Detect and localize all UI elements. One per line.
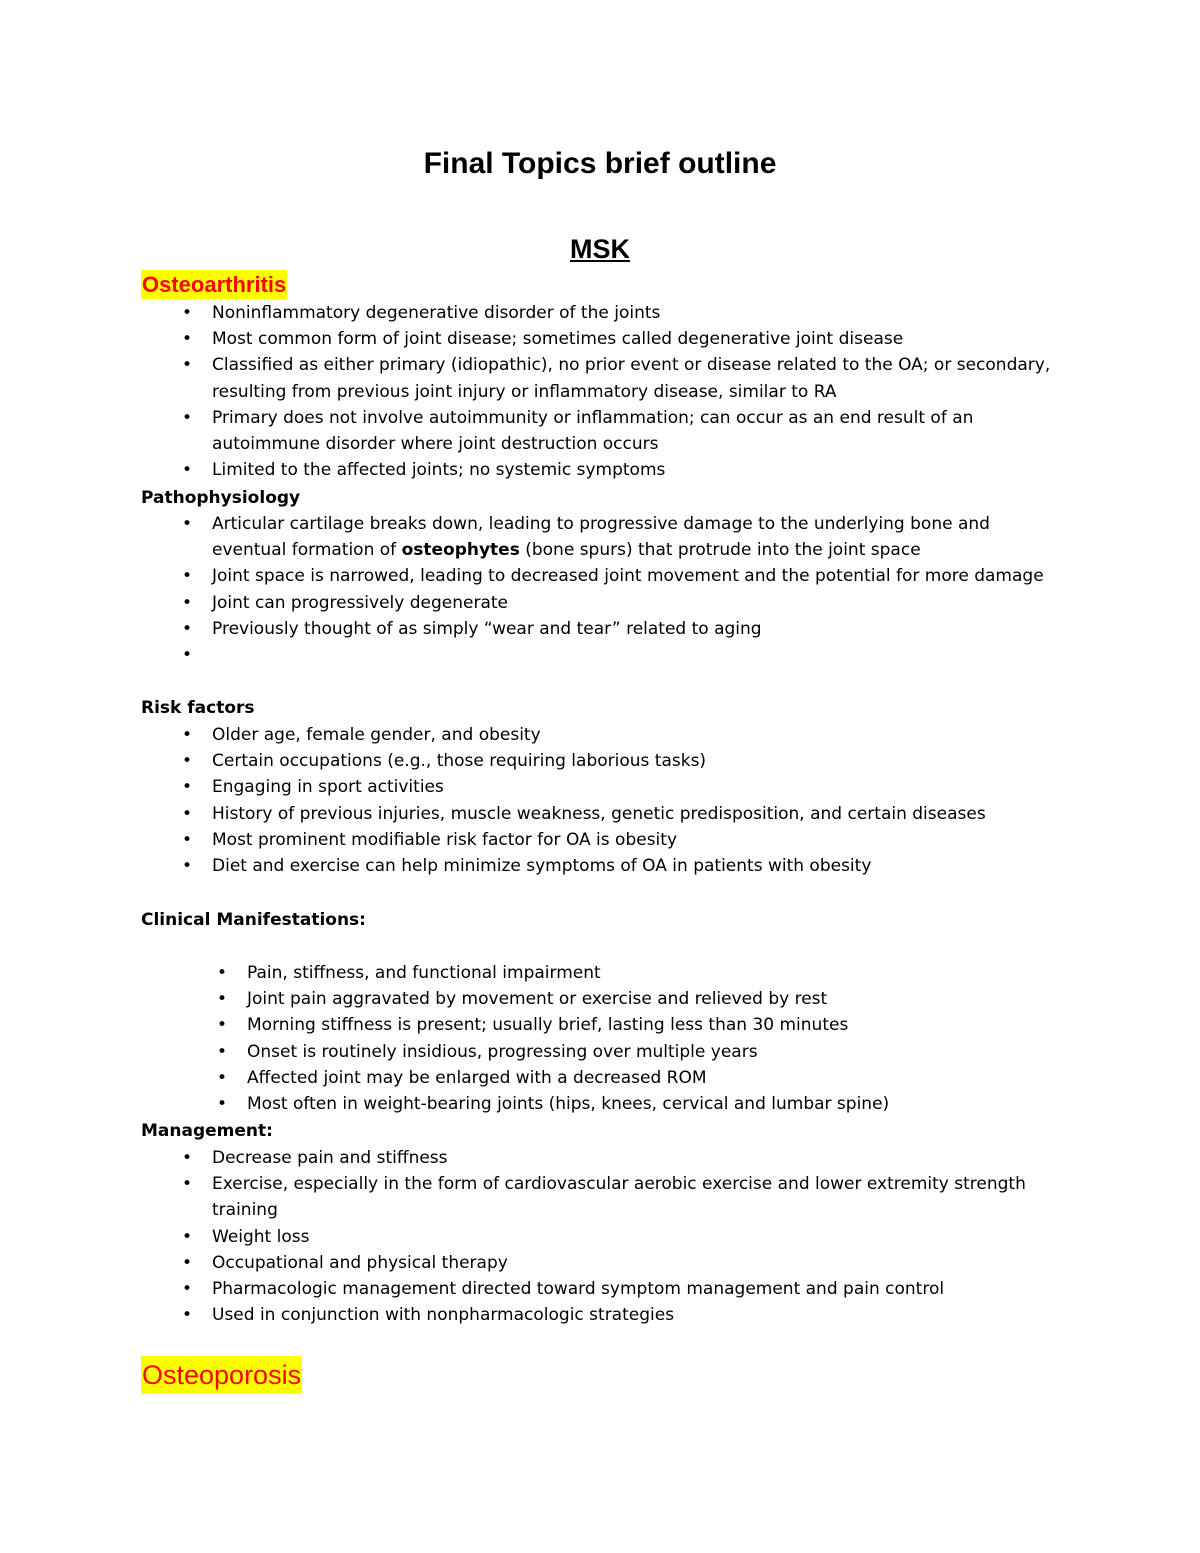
bullet-icon: • (181, 777, 193, 798)
bullet-icon: • (181, 1226, 193, 1247)
bullet-icon: • (181, 725, 193, 745)
list-item: • Onset is routinely insidious, progressing over multiple years (247, 1039, 1067, 1065)
bullet-icon: • (181, 856, 193, 877)
clinical-manifestations-list (216, 960, 1067, 1117)
list-item: • Joint can progressively degenerate (212, 590, 1062, 616)
pathophysiology-heading: Pathophysiology (141, 488, 301, 508)
bullet-icon: • (181, 460, 193, 481)
list-item: • Pain, stiffness, and functional impairment (247, 960, 1067, 986)
management-heading: Management: (141, 1121, 273, 1141)
risk-factors-list (181, 722, 1062, 879)
list-item: • Most common form of joint disease; sometimes called degenerative joint disease (212, 326, 1062, 352)
list-item: • Weight loss (212, 1224, 1062, 1250)
bullet-icon: • (216, 989, 228, 1010)
bullet-icon: • (181, 355, 193, 376)
list-item: • Articular cartilage breaks down, leading to progressive damage to the underlying bone and eventual formation of osteophytes (bone spurs) that protrude into the joint space (212, 511, 1062, 563)
bullet-icon: • (181, 829, 193, 850)
management-list (181, 1145, 1062, 1328)
list-item: • Engaging in sport activities (212, 774, 1062, 800)
topic-heading-osteoporosis: Osteoporosis (141, 1356, 302, 1394)
bullet-icon: • (181, 1148, 193, 1168)
list-item: • Joint space is narrowed, leading to decreased joint movement and the potential for more damage (212, 563, 1062, 589)
list-item: • Used in conjunction with nonpharmacologic strategies (212, 1302, 1062, 1328)
list-item: • History of previous injuries, muscle weakness, genetic predisposition, and certain diseases (212, 801, 1062, 827)
bullet-icon: • (216, 1094, 228, 1115)
bullet-icon: • (181, 514, 193, 534)
section-heading-msk: MSK (570, 234, 630, 264)
topic-heading-osteoarthritis: Osteoarthritis (142, 272, 287, 297)
list-item-empty (181, 642, 1062, 668)
bullet-icon: • (216, 1041, 228, 1062)
bullet-icon: • (181, 803, 193, 824)
list-item: • Certain occupations (e.g., those requiring laborious tasks) (212, 748, 1062, 774)
list-item: • Occupational and physical therapy (212, 1250, 1062, 1276)
emphasis-term: osteophytes (401, 540, 520, 561)
list-item: • Limited to the affected joints; no systemic symptoms (212, 457, 1062, 483)
page-title: Final Topics brief outline (423, 147, 777, 180)
bullet-icon: • (181, 751, 193, 772)
bullet-icon: • (181, 329, 193, 350)
osteoarthritis-intro-list (181, 300, 1062, 483)
list-item: • Primary does not involve autoimmunity or inflammation; can occur as an end result of an autoimmune disorder where joint destruction occurs (212, 405, 1062, 457)
list-item: • Exercise, especially in the form of cardiovascular aerobic exercise and lower extremity strength training (212, 1171, 1062, 1223)
bullet-icon: • (216, 963, 228, 983)
list-item: • Classified as either primary (idiopathic), no prior event or disease related to the OA; or secondary, resulting from previous joint injury or inflammatory disease, similar to RA (212, 352, 1062, 404)
list-item: • Diet and exercise can help minimize symptoms of OA in patients with obesity (212, 853, 1062, 879)
bullet-icon: • (181, 618, 193, 639)
pathophysiology-list (181, 511, 1062, 668)
list-item: • Previously thought of as simply “wear and tear” related to aging (212, 616, 1062, 642)
bullet-icon: • (216, 1067, 228, 1088)
bullet-icon: • (181, 1174, 193, 1195)
list-item: • Affected joint may be enlarged with a decreased ROM (247, 1065, 1067, 1091)
risk-factors-heading: Risk factors (141, 698, 255, 718)
list-item: • Older age, female gender, and obesity (212, 722, 1062, 748)
bullet-icon: • (181, 1305, 193, 1326)
bullet-icon: • (181, 1252, 193, 1273)
list-item: • Morning stiffness is present; usually brief, lasting less than 30 minutes (247, 1012, 1067, 1038)
clinical-manifestations-heading: Clinical Manifestations: (141, 910, 366, 930)
list-item: • Decrease pain and stiffness (212, 1145, 1062, 1171)
bullet-icon: • (181, 645, 193, 666)
bullet-icon: • (181, 1279, 193, 1300)
bullet-icon: • (181, 566, 193, 587)
bullet-icon: • (216, 1015, 228, 1036)
list-item: • Noninflammatory degenerative disorder of the joints (212, 300, 1062, 326)
list-item: • Most prominent modifiable risk factor for OA is obesity (212, 827, 1062, 853)
list-item: • Most often in weight-bearing joints (hips, knees, cervical and lumbar spine) (247, 1091, 1067, 1117)
list-item: • Joint pain aggravated by movement or exercise and relieved by rest (247, 986, 1067, 1012)
bullet-icon: • (181, 303, 193, 323)
list-item: • Pharmacologic management directed toward symptom management and pain control (212, 1276, 1062, 1302)
bullet-icon: • (181, 407, 193, 428)
bullet-icon: • (181, 592, 193, 613)
